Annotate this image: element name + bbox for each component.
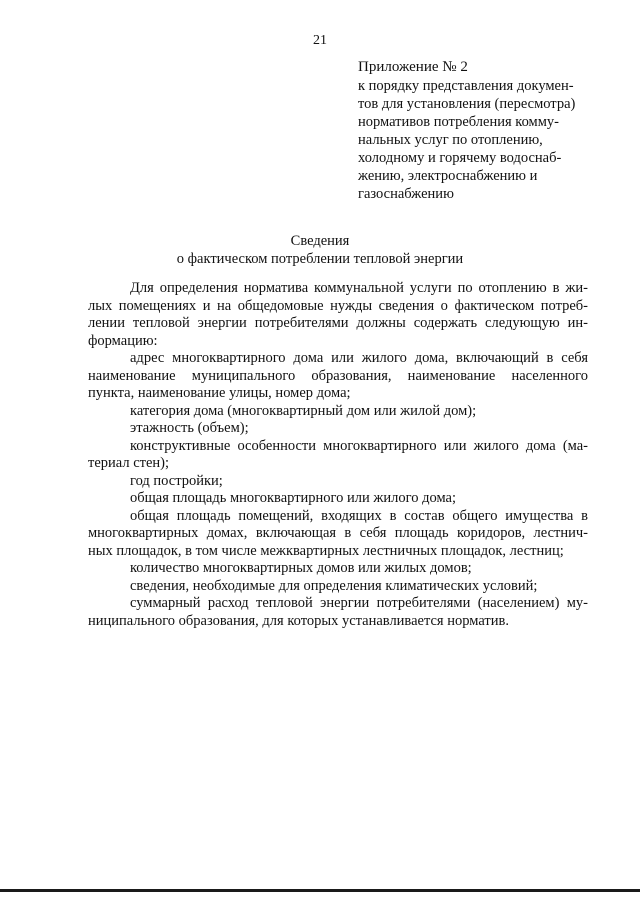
list-item-count (88, 560, 588, 578)
item-line: наименование муниципального образования, наименование населенного (88, 367, 588, 384)
intro-line: Для определения норматива коммунальной услуги по отоплению в жи- (130, 280, 588, 296)
intro-line: формацию: (88, 332, 158, 349)
heading-title: Сведения (290, 233, 350, 249)
item-line: ных площадок, в том числе межквартирных лестничных площадок, лестниц; (88, 542, 564, 559)
appendix-block (358, 58, 610, 203)
item-line: конструктивные особенности многоквартирного или жилого дома (ма- (130, 437, 588, 454)
appendix-title: Приложение № 2 (358, 59, 468, 75)
list-item-year (88, 473, 588, 491)
document-body (88, 280, 588, 630)
list-item-total-area (88, 490, 588, 508)
list-item-category (88, 403, 588, 421)
page-number: 21 (313, 33, 327, 48)
item-line: количество многоквартирных домов или жилых домов; (130, 560, 472, 576)
appendix-line: холодному и горячему водоснаб- (358, 150, 562, 166)
appendix-line: газоснабжению (358, 186, 454, 202)
list-item-address (88, 350, 588, 403)
item-line: пункта, наименование улицы, номер дома; (88, 385, 351, 401)
item-line: адрес многоквартирного дома или жилого дома, включающий в себя (130, 350, 588, 366)
item-line: многоквартирных домах, включающая в себя площадь коридоров, лестнич- (88, 525, 588, 541)
item-line: общая площадь помещений, входящих в состав общего имущества в (130, 507, 588, 524)
list-item-construction (88, 438, 588, 473)
item-line: этажность (объем); (130, 420, 249, 436)
document-heading (0, 232, 640, 268)
appendix-line: жению, электроснабжению и (358, 168, 538, 184)
list-item-common-area (88, 508, 588, 561)
intro-line: лых помещениях и на общедомовые нужды сведения о фактическом потреб- (88, 297, 588, 314)
appendix-line: нормативов потребления комму- (358, 114, 559, 130)
item-line: суммарный расход тепловой энергии потребителями (населением) му- (130, 595, 588, 611)
list-item-floors (88, 420, 588, 438)
appendix-line: к порядку представления докумен- (358, 78, 574, 94)
appendix-line: тов для установления (пересмотра) (358, 96, 576, 112)
intro-line: лении тепловой энергии потребителями должны содержать следующую ин- (88, 315, 588, 331)
item-line: сведения, необходимые для определения климатических условий; (130, 577, 538, 594)
list-item-consumption (88, 595, 588, 630)
item-line: териал стен); (88, 455, 170, 471)
item-line: общая площадь многоквартирного или жилого дома; (130, 490, 457, 506)
item-line: категория дома (многоквартирный дом или жилой дом); (130, 402, 477, 419)
item-line: ниципального образования, для которых устанавливается норматив. (88, 612, 509, 629)
appendix-line: нальных услуг по отоплению, (358, 132, 543, 148)
heading-subtitle: о фактическом потреблении тепловой энергии (176, 251, 464, 267)
list-item-climate (88, 578, 588, 596)
intro-paragraph (88, 280, 588, 350)
item-line: год постройки; (130, 472, 223, 489)
page-bottom-rule (0, 889, 640, 892)
